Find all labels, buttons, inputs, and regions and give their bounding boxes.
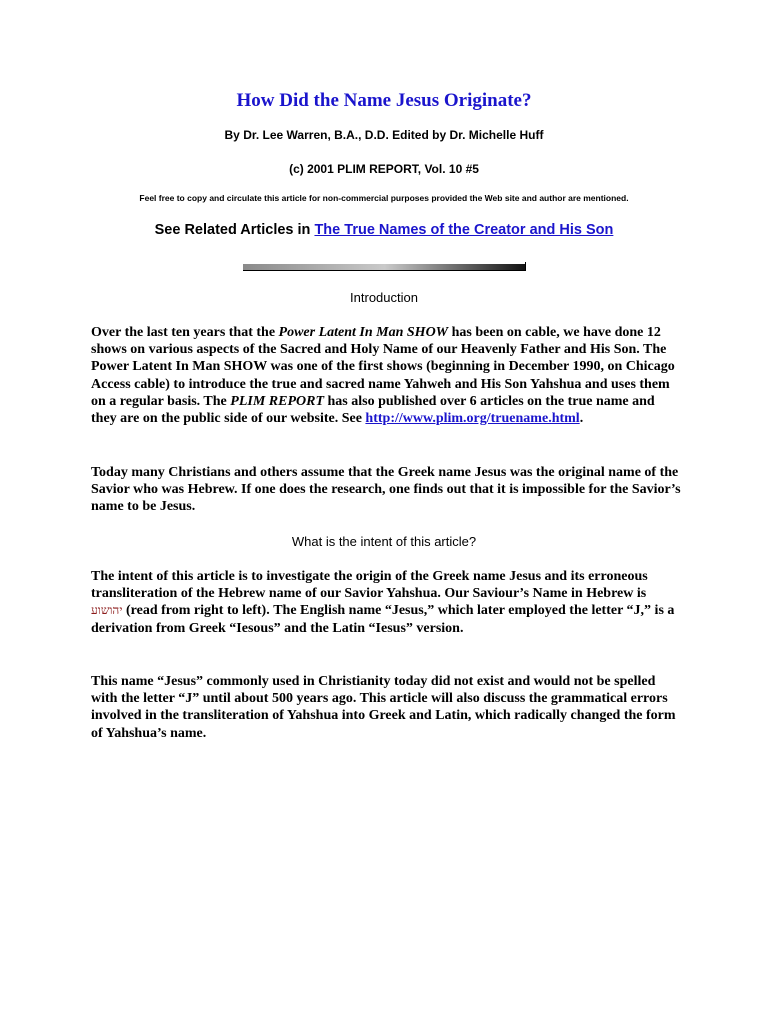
p1-text-b: has been on cable, we have done 12 shows on various aspects of the Sacred and Holy Name of our Heavenly Father and His Son. The Power Latent In Man SHOW was one of the first shows (beginning in December 1990, on Chicago Access cable) to introduce the true and sacred name Yahweh and His Son Yahshua and uses them on a regular basis. The [91, 325, 675, 409]
copy-notice: Feel free to copy and circulate this article for non-commercial purposes provided the Web site and author are mentioned. [139, 193, 629, 203]
p3-text-b: (read from right to left). The English name “Jesus,” which later employed the letter “J,” is a derivation from Greek “Iesous” and the Latin “Iesus” version. [91, 603, 675, 636]
p1-end: . [579, 411, 584, 427]
p1-text-a: Over the last ten years that the [91, 325, 279, 340]
truename-link[interactable]: http://www.plim.org/truename.html [365, 411, 580, 427]
savior-name-paragraph: Today many Christians and others assume that the Greek name Jesus was the original name of the Savior who was Hebrew. If one does the research, one finds out that it is impossible for the Savior’s name to be Jesus. [91, 465, 681, 515]
gradient-divider [243, 264, 526, 271]
p3-text-a: The intent of this article is to investigate the origin of the Greek name Jesus and its erroneous transliteration of the Hebrew name of our Savior Yahshua. Our Saviour’s Name in Hebrew is [91, 569, 648, 602]
introduction-heading: Introduction [350, 290, 418, 305]
copyright-line: (c) 2001 PLIM REPORT, Vol. 10 #5 [289, 162, 479, 176]
byline: By Dr. Lee Warren, B.A., D.D. Edited by Dr. Michelle Huff [224, 128, 544, 142]
article-title: How Did the Name Jesus Originate? [236, 90, 532, 111]
intent-heading: What is the intent of this article? [291, 534, 477, 549]
intent-paragraph [91, 568, 681, 637]
p1-plim-report: PLIM REPORT [230, 393, 324, 409]
p1-text-c: has also published over 6 articles on the true name and they are on the public side of our website. See [91, 393, 655, 427]
divider-end-mark [525, 262, 526, 271]
related-articles-link[interactable]: The True Names of the Creator and His Son [314, 222, 614, 238]
hebrew-name: יהושוע [91, 603, 123, 618]
related-prefix: See Related Articles in [154, 222, 311, 238]
p1-show-title: Power Latent In Man SHOW [278, 325, 449, 340]
related-articles [0, 222, 768, 238]
intro-paragraph [91, 324, 681, 427]
jesus-origin-paragraph: This name “Jesus” commonly used in Christianity today did not exist and would not be spelled with the letter “J” until about 500 years ago. This article will also discuss the grammatical errors involved in the transliteration of Yahshua into Greek and Latin, which radically changed the form of Yahshua’s name. [91, 674, 676, 741]
